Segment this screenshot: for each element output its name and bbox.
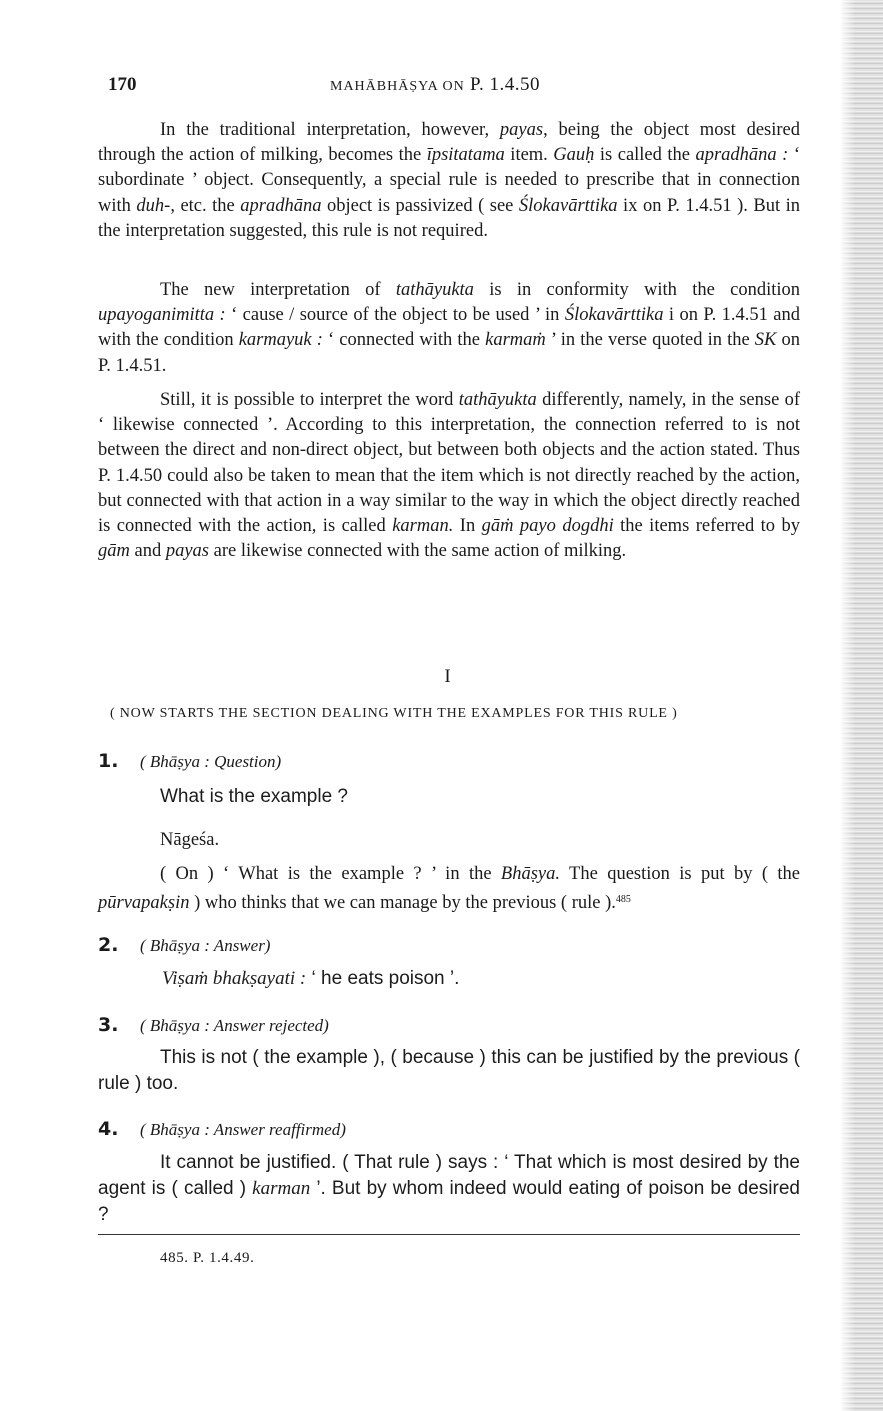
italic-term: payas [165,541,210,562]
italic-term: payas [499,120,544,140]
text-run: The new interpretation of [160,280,396,300]
item-number: 2. [98,934,119,956]
running-header-rule: P. 1.4.50 [470,74,540,95]
italic-term: pūrvapakṣin [98,893,190,914]
italic-term: tathāyukta [395,280,474,300]
footnote-divider [98,1234,800,1235]
footnote-marker[interactable]: 485 [615,894,631,906]
text-run: Still, it is possible to interpret the word [160,390,459,410]
text-run: In the traditional interpretation, however, [160,120,500,140]
item-1-question: What is the example ? [160,786,348,807]
item-label: ( Bhāṣya : Answer) [140,936,271,955]
italic-term: karman [252,1178,311,1199]
running-header-title: MAHĀBHĀṢYA ON [330,79,465,94]
text-run: differently, namely, in the sense of ‘ likewise connected ’. According to this interpretation, the connection referred to is not between the direct and non-direct object, but between both objects and the action stated. Thus P. 1.4.50 could also be taken to mean that the item which is not directly reached by the action, but connected with that action in a way similar to the way in which the object directly reached is connected with the action, is called [98,390,800,537]
text-run: ‘ subordinate ’ object. Consequently, a special rule is needed to prescribe that in connection with [98,145,800,216]
text-run: and [129,541,166,562]
text-run: object is passivized ( see [321,195,519,216]
item-1-commentary [98,862,800,916]
page-edge-shadow [841,0,883,1411]
text-run: is called the [594,145,696,166]
text-run: i on P. 1.4.51 and with the condition [98,305,800,351]
text-run: the items referred to by [613,516,800,537]
text-run: ’ in the verse quoted in the [545,330,755,351]
italic-term: gām [98,541,130,562]
paragraph-new-interpretation [98,278,800,379]
italic-term: SK [754,330,777,351]
italic-term: Bhāṣya. [500,864,561,884]
italic-term: duh- [136,195,171,216]
item-3-text: This is not ( the example ), ( because ) this can be justified by the previous ( rule ) too. [98,1047,800,1094]
italic-term: karmayuk : [238,330,323,351]
item-number: 4. [98,1118,119,1140]
item-2-heading [98,934,270,956]
text-run: , etc. the [170,195,241,216]
item-4-text [98,1150,800,1228]
paragraph-traditional-interpretation [98,118,800,244]
text-run: The question is put by ( the [560,864,800,884]
text-run: ) who thinks that we can manage by the previous ( rule ). [189,893,616,914]
italic-term: gāṁ payo dogdhi [481,516,614,537]
item-label: ( Bhāṣya : Answer rejected) [140,1016,329,1035]
item-label: ( Bhāṣya : Answer reaffirmed) [140,1120,346,1139]
text-run: item. [504,145,554,166]
text-run: is in conformity with the condition [473,280,800,300]
item-4-heading [98,1118,346,1140]
italic-term: apradhāna [240,195,322,216]
italic-term: tathāyukta [458,390,537,410]
italic-term: upayoganimitta : [98,305,226,326]
paragraph-alternative-interpretation [98,388,800,564]
item-3-heading [98,1014,329,1036]
text-run: ‘ connected with the [322,330,486,351]
italic-term: Viṣaṁ bhakṣayati : [162,968,307,989]
item-number: 3. [98,1014,119,1036]
italic-term: apradhāna : [695,145,789,166]
item-label: ( Bhāṣya : Question) [140,752,282,771]
text-run: In [453,516,482,537]
italic-term: karmaṁ [485,330,546,351]
italic-term: karman. [392,516,454,537]
italic-term: Ślokavārttika [564,305,664,326]
text-run: It cannot be justified. ( That rule ) says : ‘ That which is most desired by the agent is ( called ) [98,1152,800,1199]
text-run: ( On ) ‘ What is the example ? ’ in the [160,864,501,884]
page-number: 170 [108,74,137,95]
text-run: ’. But by whom indeed would eating of poison be desired ? [98,1178,800,1225]
footnote-485: 485. P. 1.4.49. [160,1250,255,1266]
section-numeral: I [444,666,451,687]
text-run: ‘ he eats poison ’. [306,968,460,989]
italic-term: Ślokavārttika [518,195,618,216]
text-run: ix on P. 1.4.51 ). But in the interpretation suggested, this rule is not required. [98,195,800,241]
italic-term: Gauḥ [553,145,595,166]
running-header [330,74,540,96]
text-run: on P. 1.4.51. [98,330,801,376]
text-run: , being the object most desired through the action of milking, becomes the [98,120,801,166]
item-1-heading [98,750,281,772]
italic-term: īpsitatama [426,145,505,166]
item-number: 1. [98,750,119,772]
item-1-commentator: Nāgeśa. [160,830,220,850]
text-run: are likewise connected with the same action of milking. [209,541,627,562]
item-2-answer [162,966,459,992]
section-caption: ( NOW STARTS THE SECTION DEALING WITH THE EXAMPLES FOR THIS RULE ) [110,706,678,721]
text-run: ‘ cause / source of the object to be used ’ in [225,305,565,326]
